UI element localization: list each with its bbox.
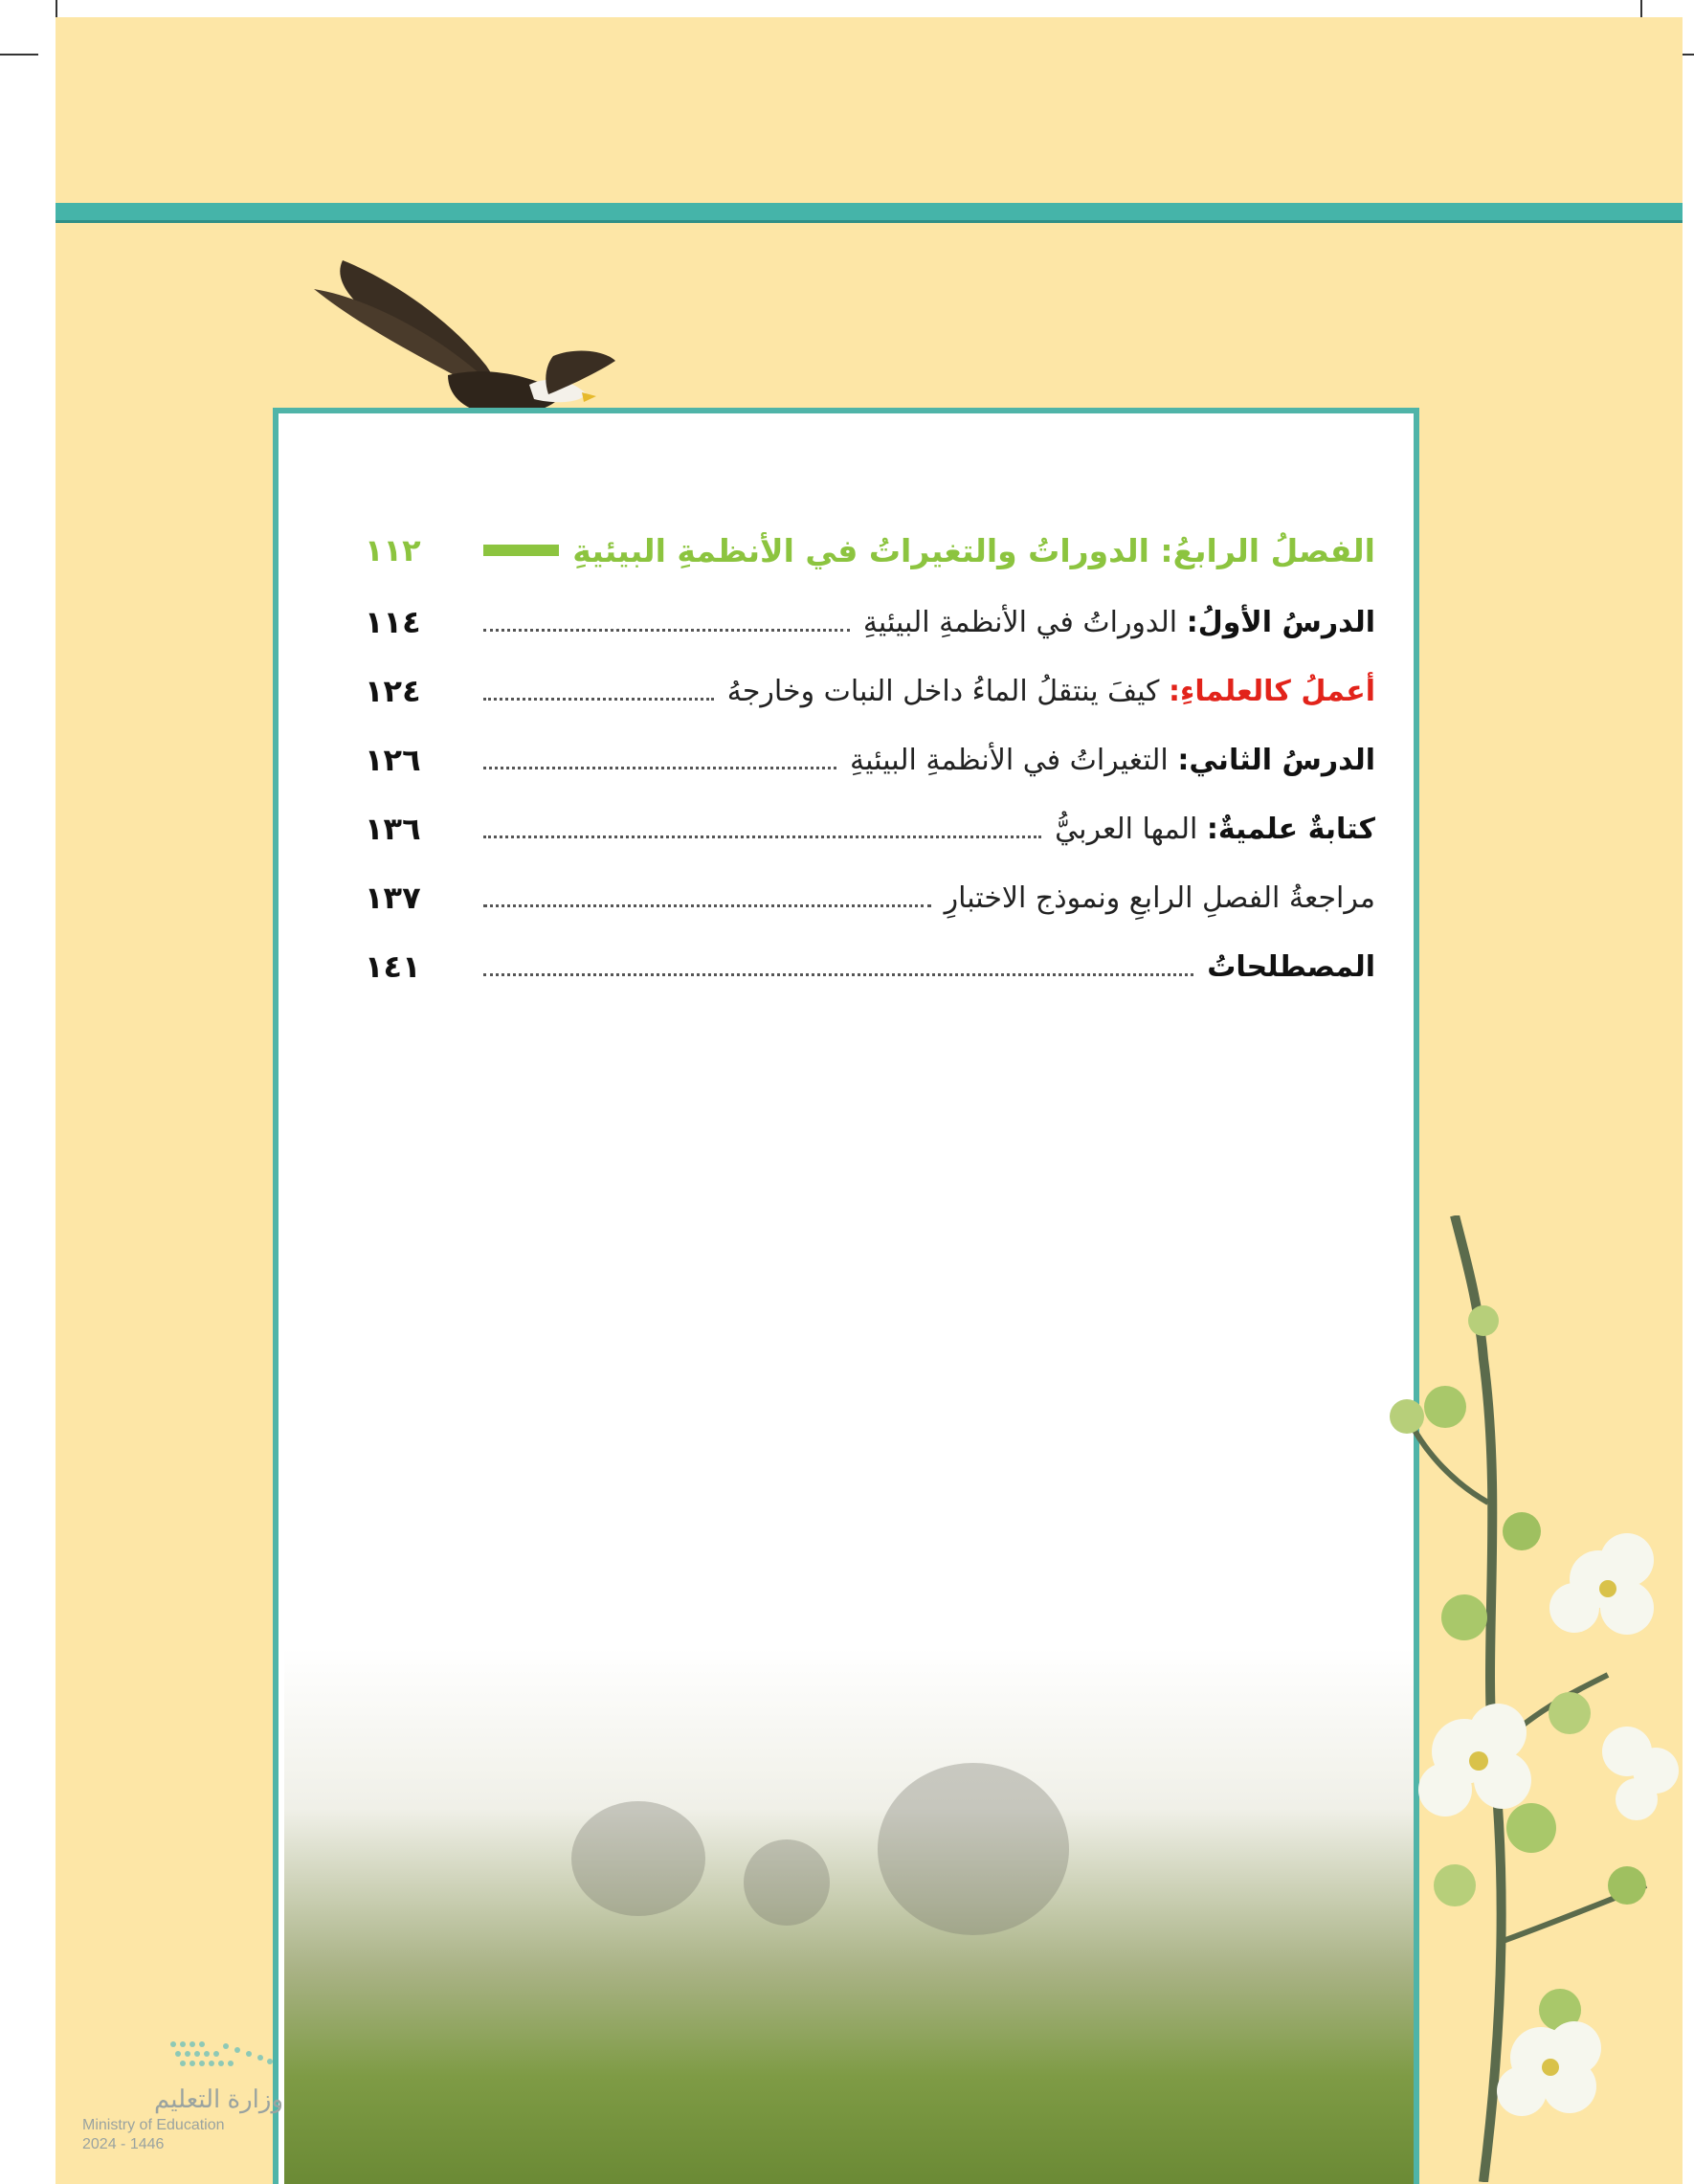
- dot-leader: [483, 836, 1041, 838]
- toc-label: الدرسُ الثاني: التغيراتُ في الأنظمةِ البيئيةِ: [850, 743, 1375, 777]
- landscape-background: [284, 1648, 1414, 2184]
- chapter-title: الفصلُ الرابعُ: الدوراتُ والتغيراتُ في الأنظمةِ البيئيةِ: [572, 531, 1375, 569]
- toc-row[interactable]: [365, 932, 1375, 1001]
- dot-leader: [483, 973, 1193, 976]
- toc-chapter-row[interactable]: [365, 513, 1375, 588]
- table-of-contents: [365, 513, 1375, 1001]
- toc-row[interactable]: [365, 794, 1375, 863]
- toc-label: مراجعةُ الفصلِ الرابعِ ونموذج الاختبارِ: [944, 880, 1375, 915]
- dot-leader: [483, 698, 714, 701]
- toc-row[interactable]: [365, 725, 1375, 794]
- crop-mark: [0, 54, 38, 56]
- dot-leader: [483, 767, 836, 769]
- toc-row[interactable]: [365, 657, 1375, 725]
- logo-arabic: وزارة التعليم: [153, 2084, 283, 2113]
- toc-page-number: ١٢٦: [365, 742, 421, 778]
- logo-year: 2024 - 1446: [82, 2136, 165, 2152]
- toc-label: الدرسُ الأولُ: الدوراتُ في الأنظمةِ البيئيةِ: [862, 605, 1375, 639]
- toc-frame: [273, 408, 1419, 2184]
- chapter-bar: [483, 545, 559, 556]
- dot-leader: [483, 904, 931, 907]
- header-band: [56, 203, 1683, 220]
- toc-row[interactable]: [365, 863, 1375, 932]
- toc-label: أعملُ كالعلماءِ: كيفَ ينتقلُ الماءُ داخل النبات وخارجهُ: [726, 674, 1375, 708]
- blossom-branch-illustration: [1340, 1215, 1694, 2182]
- logo-english: Ministry of Education: [82, 2117, 225, 2133]
- toc-label: المصطلحاتُ: [1207, 949, 1375, 984]
- toc-page-number: ١٤١: [365, 948, 421, 985]
- toc-page-number: ١٣٧: [365, 880, 421, 916]
- crop-mark: [56, 0, 57, 17]
- logo-dots-icon: [168, 2039, 274, 2077]
- toc-row[interactable]: [365, 588, 1375, 657]
- toc-page-number: ١٣٦: [365, 811, 421, 847]
- dot-leader: [483, 629, 850, 632]
- toc-label: كتابةٌ علميةٌ: المها العربيُّ: [1055, 812, 1375, 846]
- toc-page-number: ١١٤: [365, 604, 421, 640]
- toc-page-number: ١٢٤: [365, 673, 421, 709]
- chapter-page-number: ١١٢: [365, 532, 421, 568]
